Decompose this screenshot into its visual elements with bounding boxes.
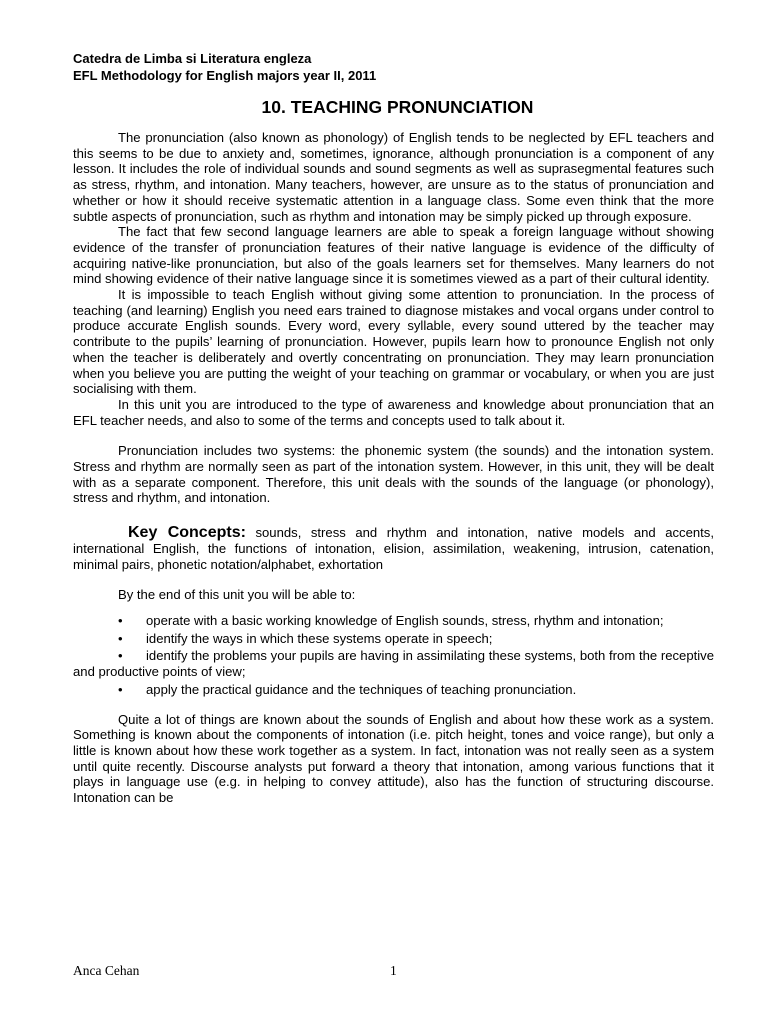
paragraph: The pronunciation (also known as phonology) of English tends to be neglected by EFL teachers and this seems to be due to anxiety and, sometimes, ignorance, although pronunciation is a component of any lesson. It includes the role of individual sounds and sound segments as well as suprasegmental features such as stress, rhythm, and intonation. Many teachers, however, are unsure as to the status of pronunciation and whether or how it should receive systematic attention in a language class. Some even think that the more subtle aspects of pronunciation, such as rhythm and intonation may be simply picked up through exposure. <box>73 130 714 224</box>
paragraph: In this unit you are introduced to the type of awareness and knowledge about pronunciation that an EFL teacher needs, and also to some of the terms and concepts used to talk about it. <box>73 396 714 428</box>
objectives-list <box>73 613 714 698</box>
list-item <box>73 648 714 679</box>
paragraph: The fact that few second language learners are able to speak a foreign language without showing evidence of the transfer of pronunciation features of their native language is evidence of the difficulty of acquiring native-like pronunciation, but also of the goals learners set for themselves. Many learners do not mind showing evidence of their native language since it is sometimes viewed as a part of their cultural identity. <box>73 224 714 287</box>
paragraph: It is impossible to teach English without giving some attention to pronunciation. In the process of teaching (and learning) English you need ears trained to diagnose mistakes and vocal organs under control to produce accurate English sounds. Every word, every syllable, every sound uttered by the teacher may contribute to the pupils’ learning of pronunciation. However, pupils learn how to pronounce English not only when the teacher is deliberately and overtly concentrating on pronunciation. They may learn pronunciation when you believe you are putting the weight of your teaching on grammar or vocabulary, or when you are just socialising with them. <box>73 287 714 397</box>
spacer <box>73 428 714 443</box>
list-item-text: operate with a basic working knowledge of English sounds, stress, rhythm and intonation; <box>146 612 664 628</box>
bullet-icon: • <box>118 681 123 697</box>
footer-author: Anca Cehan <box>73 963 140 978</box>
objectives-intro: By the end of this unit you will be able to: <box>118 587 356 603</box>
list-item-text: identify the problems your pupils are having in assimilating these systems, both from the receptive and productive points of view; <box>73 648 714 680</box>
page-number: 1 <box>390 963 397 978</box>
page-title: 10. TEACHING PRONUNCIATION <box>261 97 534 117</box>
paragraph: Quite a lot of things are known about the sounds of English and about how these work as a system. Something is known about the components of intonation (i.e. pitch height, tones and voice range), but only a little is known about how these work together as a system. In fact, intonation was not really seen as a system until quite recently. Discourse analysts put forward a theory that intonation, among various functions that it plays in language use (e.g. in helping to convey attitude), also has the function of structuring discourse. Intonation can be <box>73 711 714 806</box>
bullet-icon: • <box>118 612 123 628</box>
document-page <box>73 50 714 806</box>
key-concepts-text: sounds, stress and rhythm and intonation, native models and accents, international English, the functions of intonation, elision, assimilation, weakening, intrusion, catenation, minimal pairs, phonetic notation/alphabet, exhortation <box>73 525 714 572</box>
spacer <box>73 506 714 521</box>
list-item-text: identify the ways in which these systems operate in speech; <box>146 630 493 646</box>
key-concepts <box>73 525 714 572</box>
list-item-text: apply the practical guidance and the techniques of teaching pronunciation. <box>146 681 577 697</box>
header-department: Catedra de Limba si Literatura engleza <box>73 51 312 66</box>
key-concepts-label: Key Concepts: <box>128 524 246 542</box>
page-footer <box>73 963 714 979</box>
header-course: EFL Methodology for English majors year II, 2011 <box>73 68 377 83</box>
bullet-icon: • <box>118 648 123 664</box>
list-item <box>73 682 714 698</box>
paragraph: Pronunciation includes two systems: the phonemic system (the sounds) and the intonation system. Stress and rhythm are normally seen as part of the intonation system. However, in this unit, they will be dealt with as a separate component. Therefore, this unit deals with the sounds of the language (or phonology), stress and rhythm, and intonation. <box>73 443 714 506</box>
bullet-icon: • <box>118 630 123 646</box>
list-item <box>73 613 714 629</box>
list-item <box>73 631 714 647</box>
